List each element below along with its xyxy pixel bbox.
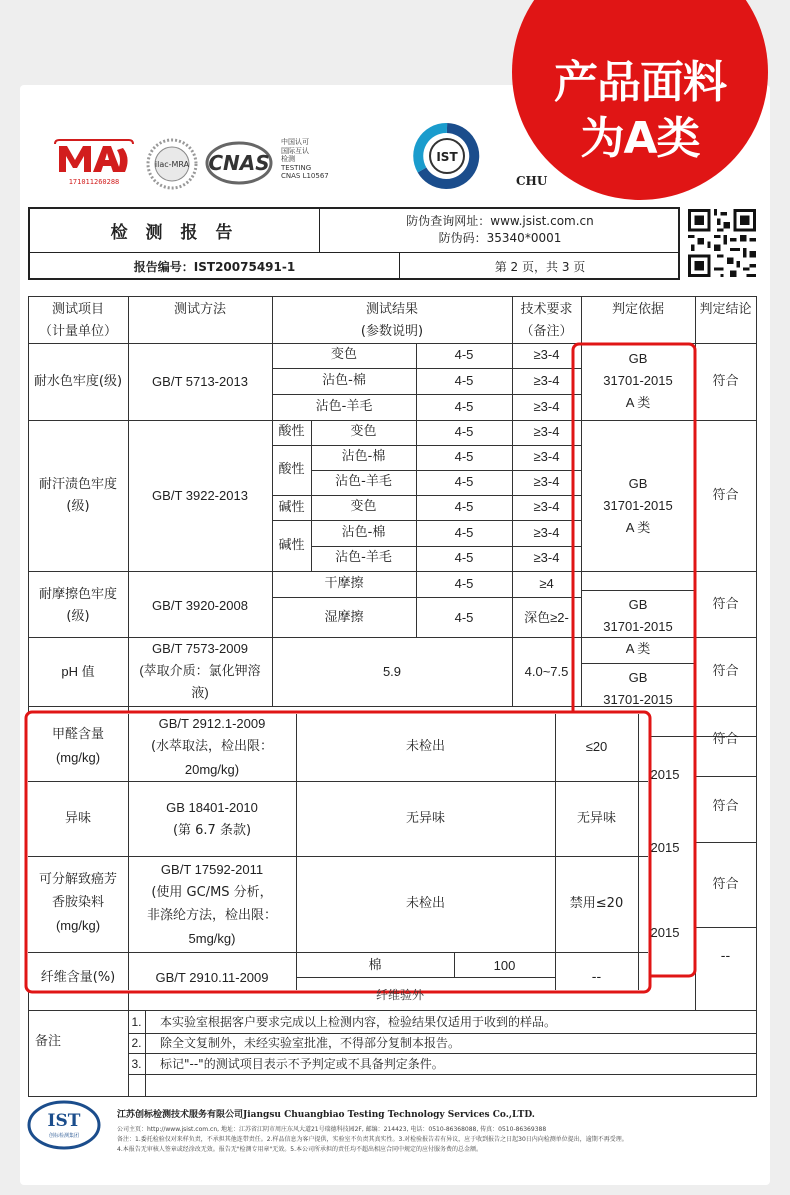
result-value: 4-5 bbox=[454, 474, 474, 489]
cut-text bbox=[340, 984, 460, 994]
promo-badge-text: 产品面料 为A类 bbox=[554, 57, 726, 164]
notes-label: 备注 bbox=[34, 1034, 61, 1049]
requirement-value: ≥3-4 bbox=[533, 474, 560, 489]
result-label: 沾色-羊毛 bbox=[315, 399, 373, 414]
item-sweat-fastness: 耐汗渍色牢度 (级) bbox=[38, 477, 117, 514]
requirement-value: ≥3-4 bbox=[533, 550, 560, 565]
result-formaldehyde: 未检出 bbox=[405, 739, 445, 754]
method-odor: GB 18401-2010 (第 6.7 条款) bbox=[166, 800, 258, 838]
report-title: 检 测 报 告 bbox=[30, 209, 320, 253]
fiber-label: 棉 bbox=[368, 958, 382, 973]
basis-ph: GB 31701-2015 bbox=[603, 670, 673, 707]
result-value: 4-5 bbox=[454, 347, 474, 362]
basis-sweat: GB 31701-2015 A 类 bbox=[603, 476, 673, 535]
basis-water: GB 31701-2015 A 类 bbox=[603, 351, 673, 410]
item-ph: pH 值 bbox=[61, 664, 95, 679]
conclusion-sweat: 符合 bbox=[712, 488, 739, 503]
cnas-accreditation-text: 中国认可 国际互认 检测 TESTING CNAS L10567 bbox=[281, 138, 329, 180]
item-aromatic-amines: 可分解致癌芳 香胺染料 (mg/kg) bbox=[38, 872, 117, 933]
method-aromatic-amines: GB/T 17592-2011 (使用 GC/MS 分析， 非涤纶方法，检出限： 5mg/kg) bbox=[146, 862, 277, 946]
result-value: 4-5 bbox=[454, 424, 474, 439]
conclusion-fiber: -- bbox=[720, 949, 731, 964]
result-label: 变色 bbox=[350, 424, 377, 439]
item-rubbing-fastness: 耐摩擦色牢度 (级) bbox=[38, 587, 117, 624]
footer-remark: 备注：1.委托检验仅对来样负责，不承担其他连带责任。2.样品信息为客户提供，实验室不负责其真实性。3.对检验报告若有异议，应于收到报告之日起30日内向检测单位提出，逾期不再受理。 bbox=[117, 1136, 628, 1143]
requirement-odor: 无异味 bbox=[576, 811, 616, 826]
item-formaldehyde: 甲醛含量 (mg/kg) bbox=[51, 727, 104, 765]
alkali-label: 碱性 bbox=[278, 538, 305, 553]
requirement-value: ≥3-4 bbox=[533, 399, 560, 414]
svg-text:IST: IST bbox=[436, 150, 458, 164]
requirement-value: ≥3-4 bbox=[533, 424, 560, 439]
result-value: 4-5 bbox=[454, 399, 474, 414]
note-number: 2. bbox=[131, 1036, 142, 1050]
acid-label: 酸性 bbox=[278, 424, 305, 439]
note-text: 本实验室根据客户要求完成以上检测内容，检验结果仅适用于收到的样品。 bbox=[160, 1015, 557, 1029]
col-header-requirement: 技术要求 （备注） bbox=[520, 302, 573, 339]
company-name-fragment: CHU bbox=[516, 174, 548, 188]
col-header-method: 测试方法 bbox=[173, 302, 226, 317]
col-header-item: 测试项目 （计量单位） bbox=[38, 302, 117, 339]
note-number: 1. bbox=[131, 1015, 142, 1029]
conclusion-odor: 符合 bbox=[712, 799, 739, 814]
svg-text:IST: IST bbox=[47, 1111, 81, 1131]
item-odor: 异味 bbox=[64, 811, 91, 826]
result-value: 4-5 bbox=[454, 525, 474, 540]
result-value: 4-5 bbox=[454, 449, 474, 464]
item-fiber-content: 纤维含量(%) bbox=[40, 970, 116, 985]
result-value: 4-5 bbox=[454, 499, 474, 514]
result-aromatic-amines: 未检出 bbox=[405, 896, 445, 911]
svg-text:CNAS: CNAS bbox=[208, 151, 270, 175]
conclusion-water: 符合 bbox=[712, 374, 739, 389]
report-number: 报告编号：IST20075491-1 bbox=[30, 253, 400, 280]
alkali-label: 碱性 bbox=[278, 500, 305, 515]
requirement-fiber: -- bbox=[591, 970, 602, 985]
requirement-formaldehyde: ≤20 bbox=[585, 739, 608, 754]
conclusion-formaldehyde: 符合 bbox=[712, 732, 739, 747]
result-value: 4-5 bbox=[454, 373, 474, 388]
requirement-aromatic-amines: 禁用≤20 bbox=[569, 896, 624, 911]
result-label: 湿摩擦 bbox=[324, 610, 364, 625]
method-formaldehyde: GB/T 2912.1-2009 (水萃取法，检出限： 20mg/kg) bbox=[150, 716, 274, 777]
requirement-value: 深色≥2- bbox=[524, 610, 569, 625]
result-label: 变色 bbox=[350, 499, 377, 514]
basis-fragment: 2015 bbox=[650, 925, 680, 940]
note-text: 标记"--"的测试项目表示不予判定或不具备判定条件。 bbox=[160, 1057, 444, 1071]
col-header-result: 测试结果 (参数说明) bbox=[360, 302, 424, 339]
footer-contact: 公司主页：http://www.jsist.com.cn, 地址：江苏省江阴市周庄东风大道21号瑞德科技园2F, 邮编：214423, 电话：0510-86368088, 传真：0510-86369388 bbox=[117, 1126, 547, 1133]
note-number: 3. bbox=[131, 1057, 142, 1071]
result-label: 沾色-棉 bbox=[341, 525, 386, 540]
ist-footer-logo bbox=[26, 1100, 102, 1150]
result-value: 4-5 bbox=[454, 610, 474, 625]
result-label: 变色 bbox=[330, 347, 357, 362]
result-label: 沾色-羊毛 bbox=[335, 474, 392, 489]
conclusion-amine: 符合 bbox=[712, 877, 739, 892]
requirement-value: ≥4 bbox=[539, 576, 554, 591]
conclusion-rub: 符合 bbox=[712, 597, 739, 612]
basis-fragment: 2015 bbox=[650, 840, 680, 855]
requirement-ph: 4.0~7.5 bbox=[524, 664, 569, 679]
requirement-value: ≥3-4 bbox=[533, 347, 560, 362]
result-label: 干摩擦 bbox=[324, 576, 364, 591]
item-water-fastness: 耐水色牢度(级) bbox=[33, 374, 123, 389]
basis-rub: GB 31701-2015 A 类 bbox=[603, 597, 673, 656]
page-info: 第 2 页，共 3 页 bbox=[494, 260, 586, 274]
result-value: 4-5 bbox=[454, 550, 474, 565]
cma-number: 171011260288 bbox=[68, 178, 120, 186]
conclusion-ph: 符合 bbox=[712, 664, 739, 679]
requirement-value: ≥3-4 bbox=[533, 499, 560, 514]
result-label: 沾色-羊毛 bbox=[335, 550, 392, 565]
result-odor: 无异味 bbox=[405, 811, 445, 826]
result-value: 4-5 bbox=[454, 576, 474, 591]
method-ph: GB/T 7573-2009 (萃取介质：氯化钾溶 液) bbox=[139, 641, 261, 700]
method-fiber: GB/T 2910.11-2009 bbox=[155, 970, 269, 985]
result-label: 沾色-棉 bbox=[341, 449, 386, 464]
fiber-value: 100 bbox=[493, 958, 516, 973]
requirement-value: ≥3-4 bbox=[533, 525, 560, 540]
method-sweat: GB/T 3922-2013 bbox=[152, 488, 248, 503]
requirement-value: ≥3-4 bbox=[533, 449, 560, 464]
result-label: 沾色-棉 bbox=[322, 373, 366, 388]
footer-remark: 4.本报告无审核人签章或经涂改无效。报告无"检测专用章"无效。5.本公司所承担的责任均不超出相应合同中规定的应付服务费的总金额。 bbox=[117, 1146, 482, 1153]
col-header-conclusion: 判定结论 bbox=[699, 302, 752, 317]
note-text: 除全文复制外，未经实验室批准，不得部分复制本报告。 bbox=[160, 1036, 461, 1050]
result-ph: 5.9 bbox=[382, 664, 402, 679]
basis-fragment: 2015 bbox=[650, 767, 680, 782]
method-rub: GB/T 3920-2008 bbox=[152, 598, 248, 613]
col-header-basis: 判定依据 bbox=[611, 302, 664, 317]
svg-text:ilac-MRA: ilac-MRA bbox=[154, 160, 190, 169]
acid-label: 酸性 bbox=[278, 462, 305, 477]
footer-company-name: 江苏创标检测技术服务有限公司Jiangsu Chuangbiao Testing Technology Services Co.,LTD. bbox=[117, 1110, 535, 1120]
requirement-value: ≥3-4 bbox=[533, 373, 560, 388]
method-water: GB/T 5713-2013 bbox=[152, 374, 248, 389]
verification-info: 防伪查询网址：www.jsist.com.cn 防伪码：35340*0001 bbox=[320, 209, 680, 253]
svg-text:创标检测集团: 创标检测集团 bbox=[48, 1133, 80, 1139]
